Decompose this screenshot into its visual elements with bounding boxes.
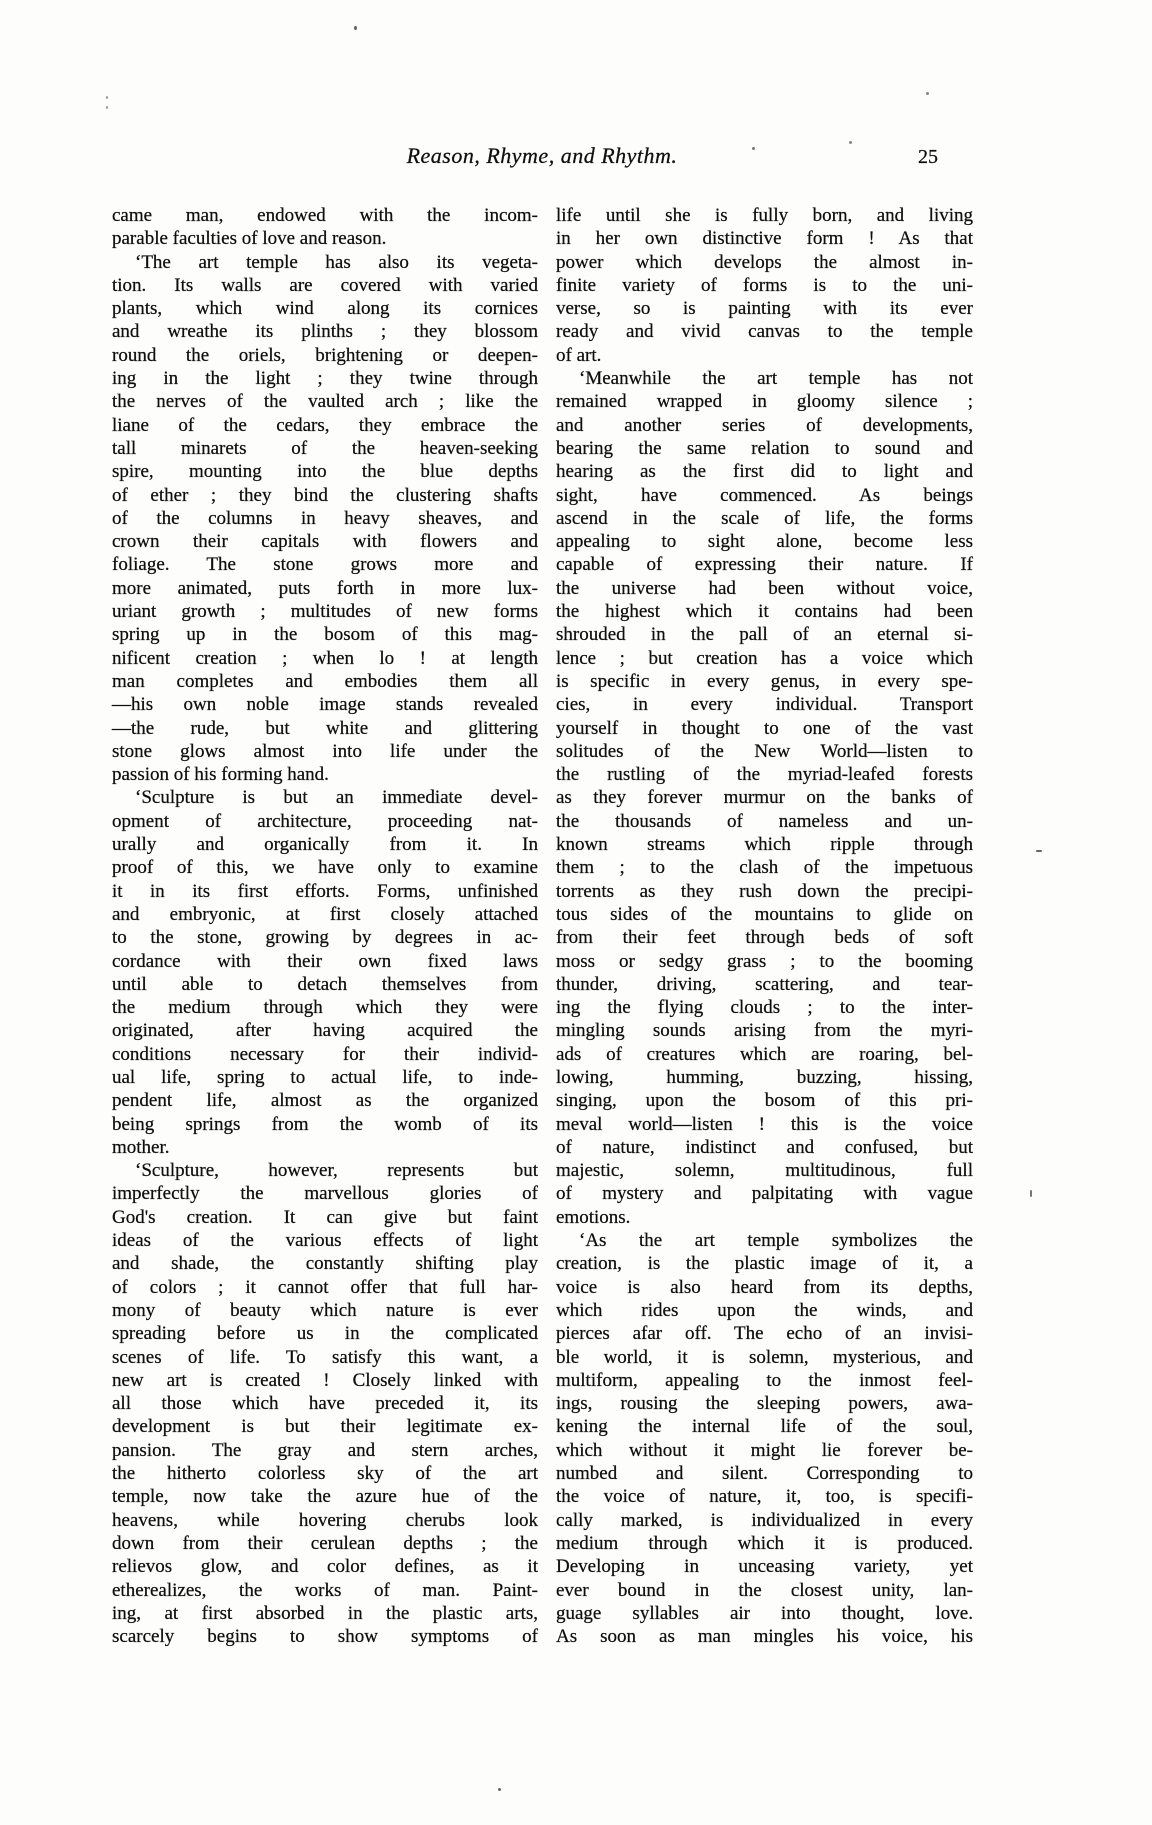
scan-speck	[106, 96, 108, 99]
text-line: the thousands of nameless and un-	[556, 810, 973, 832]
text-line: liane of the cedars, they embrace the	[112, 414, 538, 436]
text-line: voice is also heard from its depths,	[556, 1276, 973, 1298]
text-line: cally marked, is individualized in every	[556, 1509, 973, 1531]
text-line: meval world—listen ! this is the voice	[556, 1113, 973, 1135]
text-line: more animated, puts forth in more lux-	[112, 577, 538, 599]
text-line: ready and vivid canvas to the temple	[556, 321, 973, 343]
text-line: finite variety of forms is to the uni-	[556, 274, 973, 296]
text-line: which without it might lie forever be-	[556, 1439, 973, 1461]
text-line: —his own noble image stands revealed	[112, 694, 538, 716]
text-line: moss or sedgy grass ; to the booming	[556, 950, 973, 972]
text-line: ual life, spring to actual life, to inde-	[112, 1066, 538, 1088]
text-line: until able to detach themselves from	[112, 973, 538, 995]
text-line: multiform, appealing to the inmost feel-	[556, 1369, 973, 1391]
text-line: urally and organically from it. In	[112, 834, 538, 856]
text-line: ing in the light ; they twine through	[112, 368, 538, 390]
text-line: ascend in the scale of life, the forms	[556, 507, 973, 529]
text-line: and embryonic, at first closely attached	[112, 903, 538, 925]
text-line: development is but their legitimate ex-	[112, 1416, 538, 1438]
text-line: shrouded in the pall of an eternal si-	[556, 624, 973, 646]
text-line: being springs from the womb of its	[112, 1113, 538, 1135]
text-line: —the rude, but white and glittering	[112, 717, 538, 739]
text-line: the medium through which they were	[112, 997, 538, 1019]
text-line: scarcely begins to show symptoms of	[112, 1626, 538, 1648]
text-line: mingling sounds arising from the myri-	[556, 1020, 973, 1042]
text-line: pansion. The gray and stern arches,	[112, 1439, 538, 1461]
text-line: the universe had been without voice,	[556, 577, 973, 599]
text-line: them ; to the clash of the impetuous	[556, 857, 973, 879]
text-line: kening the internal life of the soul,	[556, 1416, 973, 1438]
text-line: and shade, the constantly shifting play	[112, 1253, 538, 1275]
text-line: temple, now take the azure hue of the	[112, 1486, 538, 1508]
text-line: ‘Sculpture is but an immediate devel-	[135, 787, 538, 809]
right-text-column	[556, 204, 973, 1648]
scan-speck	[926, 92, 929, 95]
text-line: medium through which it is produced.	[556, 1532, 973, 1554]
text-line: the rustling of the myriad-leafed forests	[556, 764, 973, 786]
text-line: ‘As the art temple symbolizes the	[579, 1230, 973, 1252]
text-line: ads of creatures which are roaring, bel-	[556, 1043, 973, 1065]
text-line: round the oriels, brightening or deepen-	[112, 344, 538, 366]
text-line: and wreathe its plinths ; they blossom	[112, 321, 538, 343]
scan-speck	[752, 147, 755, 150]
text-line: spring up in the bosom of this mag-	[112, 624, 538, 646]
text-line: thunder, driving, scattering, and tear-	[556, 973, 973, 995]
text-line: hearing as the first did to light and	[556, 461, 973, 483]
text-line: nificent creation ; when lo ! at length	[112, 647, 538, 669]
text-line: spire, mounting into the blue depths	[112, 461, 538, 483]
scan-speck	[498, 1788, 501, 1791]
text-line: imperfectly the marvellous glories of	[112, 1183, 538, 1205]
text-line: guage syllables air into thought, love.	[556, 1602, 973, 1624]
text-line: to the stone, growing by degrees in ac-	[112, 927, 538, 949]
text-line: foliage. The stone grows more and	[112, 554, 538, 576]
text-line: ‘Meanwhile the art temple has not	[579, 368, 973, 390]
text-line: lence ; but creation has a voice which	[556, 647, 973, 669]
text-line: tous sides of the mountains to glide on	[556, 903, 973, 925]
text-line: of nature, indistinct and confused, but	[556, 1136, 973, 1158]
scan-speck	[106, 106, 108, 109]
text-line: the hitherto colorless sky of the art	[112, 1463, 538, 1485]
text-line: ing the flying clouds ; to the inter-	[556, 997, 973, 1019]
text-line: is specific in every genus, in every spe-	[556, 670, 973, 692]
text-line: the voice of nature, it, too, is specifi-	[556, 1486, 973, 1508]
text-line: spreading before us in the complicated	[112, 1323, 538, 1345]
scan-speck	[1036, 850, 1042, 852]
text-line: ‘Sculpture, however, represents but	[135, 1160, 538, 1182]
text-line: cies, in every individual. Transport	[556, 694, 973, 716]
text-line: remained wrapped in gloomy silence ;	[556, 391, 973, 413]
text-line: tall minarets of the heaven-seeking	[112, 437, 538, 459]
text-line: stone glows almost into life under the	[112, 740, 538, 762]
text-line: which rides upon the winds, and	[556, 1299, 973, 1321]
text-line: singing, upon the bosom of this pri-	[556, 1090, 973, 1112]
text-line: ing, at first absorbed in the plastic arts,	[112, 1602, 538, 1624]
text-line: Developing in unceasing variety, yet	[556, 1556, 973, 1578]
text-line: scenes of life. To satisfy this want, a	[112, 1346, 538, 1368]
text-line: verse, so is painting with its ever	[556, 298, 973, 320]
text-line: of colors ; it cannot offer that full har-	[112, 1276, 538, 1298]
page-title: Reason, Rhyme, and Rhythm.	[406, 143, 678, 168]
text-columns	[112, 204, 973, 1648]
text-line: mony of beauty which nature is ever	[112, 1299, 538, 1321]
text-line: came man, endowed with the incom-	[112, 205, 538, 226]
text-line: of ether ; they bind the clustering shafts	[112, 484, 538, 506]
text-line: known streams which ripple through	[556, 834, 973, 856]
text-line: solitudes of the New World—listen to	[556, 740, 973, 762]
text-line: life until she is fully born, and living	[556, 205, 973, 226]
running-header	[112, 143, 972, 177]
text-line: uriant growth ; multitudes of new forms	[112, 601, 538, 623]
text-line: down from their cerulean depths ; the	[112, 1532, 538, 1554]
text-line: numbed and silent. Corresponding to	[556, 1463, 973, 1485]
text-line: the highest which it contains had been	[556, 601, 973, 623]
text-line: capable of expressing their nature. If	[556, 554, 973, 576]
text-line: parable faculties of love and reason.	[112, 228, 387, 250]
text-line: emotions.	[556, 1206, 631, 1228]
text-line: etherealizes, the works of man. Paint-	[112, 1579, 538, 1601]
text-line: pendent life, almost as the organized	[112, 1090, 538, 1112]
text-line: pierces afar off. The echo of an invisi-	[556, 1323, 973, 1345]
text-line: new art is created ! Closely linked with	[112, 1369, 538, 1391]
text-line: passion of his forming hand.	[112, 764, 329, 786]
text-line: lowing, humming, buzzing, hissing,	[556, 1066, 973, 1088]
text-line: majestic, solemn, multitudinous, full	[556, 1160, 973, 1182]
text-line: cordance with their own fixed laws	[112, 950, 538, 972]
left-text-column	[112, 204, 538, 1648]
text-line: sight, have commenced. As beings	[556, 484, 973, 506]
text-line: from their feet through beds of soft	[556, 927, 973, 949]
text-line: originated, after having acquired the	[112, 1020, 538, 1042]
text-line: bearing the same relation to sound and	[556, 437, 973, 459]
text-line: mother.	[112, 1136, 170, 1158]
text-line: relievos glow, and color defines, as it	[112, 1556, 538, 1578]
text-line: heavens, while hovering cherubs look	[112, 1509, 538, 1531]
text-line: in her own distinctive form ! As that	[556, 228, 973, 250]
text-line: yourself in thought to one of the vast	[556, 717, 973, 739]
text-line: crown their capitals with flowers and	[112, 531, 538, 553]
page-number: 25	[918, 146, 938, 168]
text-line: As soon as man mingles his voice, his	[556, 1626, 973, 1648]
scan-speck	[849, 141, 852, 144]
text-line: torrents as they rush down the precipi-	[556, 880, 973, 902]
text-line: ble world, it is solemn, mysterious, and	[556, 1346, 973, 1368]
text-line: ever bound in the closest unity, lan-	[556, 1579, 973, 1601]
text-line: ideas of the various effects of light	[112, 1230, 538, 1252]
text-line: all those which have preceded it, its	[112, 1393, 538, 1415]
text-line: of art.	[556, 344, 602, 366]
scan-speck	[354, 26, 357, 30]
scan-speck	[1030, 1190, 1032, 1197]
text-line: of the columns in heavy sheaves, and	[112, 507, 538, 529]
text-line: man completes and embodies them all	[112, 670, 538, 692]
text-line: God's creation. It can give but faint	[112, 1206, 538, 1228]
text-line: of mystery and palpitating with vague	[556, 1183, 973, 1205]
text-line: opment of architecture, proceeding nat-	[112, 810, 538, 832]
text-line: tion. Its walls are covered with varied	[112, 274, 538, 296]
text-line: appealing to sight alone, become less	[556, 531, 973, 553]
text-line: and another series of developments,	[556, 414, 973, 436]
text-line: proof of this, we have only to examine	[112, 857, 538, 879]
text-line: ‘The art temple has also its vegeta-	[135, 251, 538, 273]
text-line: ings, rousing the sleeping powers, awa-	[556, 1393, 973, 1415]
text-line: the nerves of the vaulted arch ; like the	[112, 391, 538, 413]
text-line: as they forever murmur on the banks of	[556, 787, 973, 809]
text-line: plants, which wind along its cornices	[112, 298, 538, 320]
text-line: power which develops the almost in-	[556, 251, 973, 273]
text-line: it in its first efforts. Forms, unfinished	[112, 880, 538, 902]
text-line: conditions necessary for their individ-	[112, 1043, 538, 1065]
text-line: creation, is the plastic image of it, a	[556, 1253, 973, 1275]
